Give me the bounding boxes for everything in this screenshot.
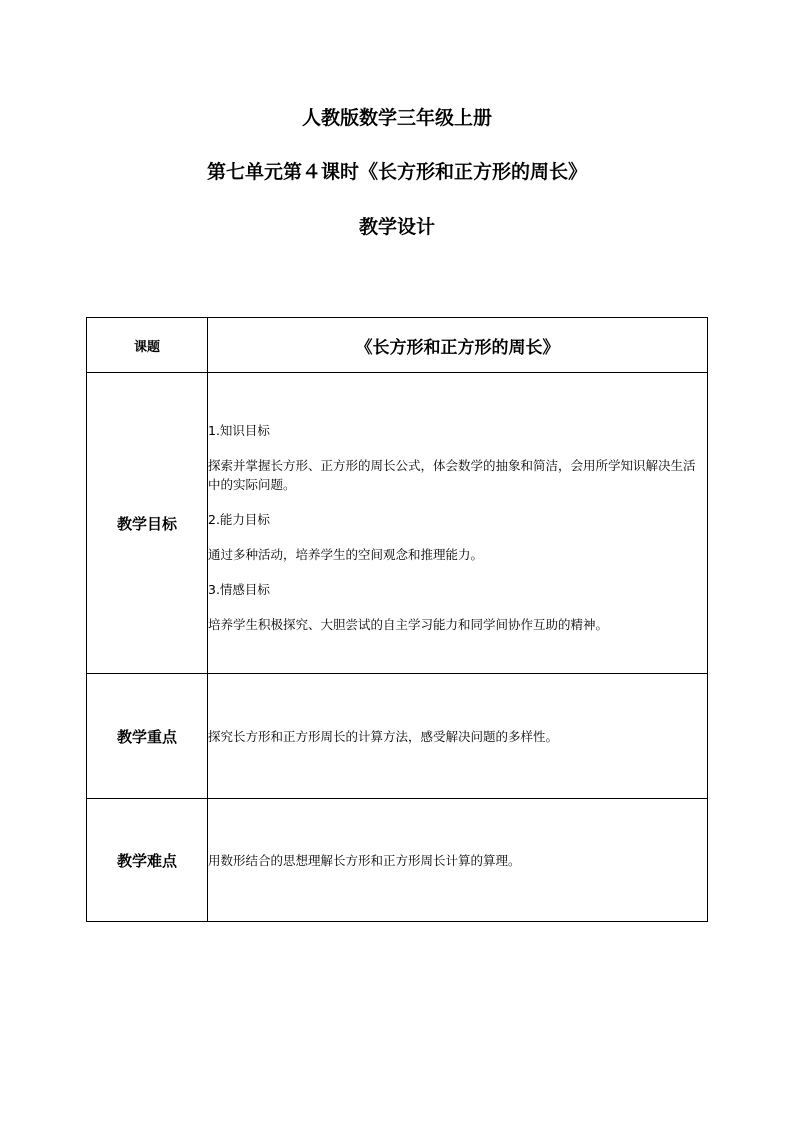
goals-label: 教学目标 [87,373,208,674]
goals-content [208,373,708,674]
topic-label: 课题 [87,318,208,373]
topic-value: 《长方形和正方形的周长》 [208,318,708,373]
difficulties-label: 教学难点 [87,799,208,922]
goal-text-knowledge: 探索并掌握长方形、正方形的周长公式，体会数学的抽象和简洁，会用所学知识解决生活中的实际问题。 [208,458,696,492]
document-type-title: 教学设计 [358,216,435,238]
table-row-difficulties [87,799,708,922]
table-row-goals [87,373,708,674]
key-points-label: 教学重点 [87,674,208,799]
document-title: 人教版数学三年级上册 [301,107,492,129]
goal-heading-ability: 2.能力目标 [208,512,270,527]
table-row-topic [87,318,708,373]
goal-text-emotion: 培养学生积极探究、大胆尝试的自主学习能力和同学间协作互助的精神。 [208,617,609,632]
difficulties-content [208,799,708,922]
table-row-key-points [87,674,708,799]
goal-heading-emotion: 3.情感目标 [208,582,270,597]
lesson-title: 第七单元第４课时《长方形和正方形的周长》 [206,161,587,183]
goal-text-ability: 通过多种活动，培养学生的空间观念和推理能力。 [208,547,484,562]
goal-heading-knowledge: 1.知识目标 [208,423,270,438]
key-points-text: 探究长方形和正方形周长的计算方法，感受解决问题的多样性。 [208,728,559,744]
difficulties-text: 用数形结合的思想理解长方形和正方形周长计算的算理。 [208,852,521,868]
key-points-content [208,674,708,799]
lesson-plan-table [86,317,708,922]
